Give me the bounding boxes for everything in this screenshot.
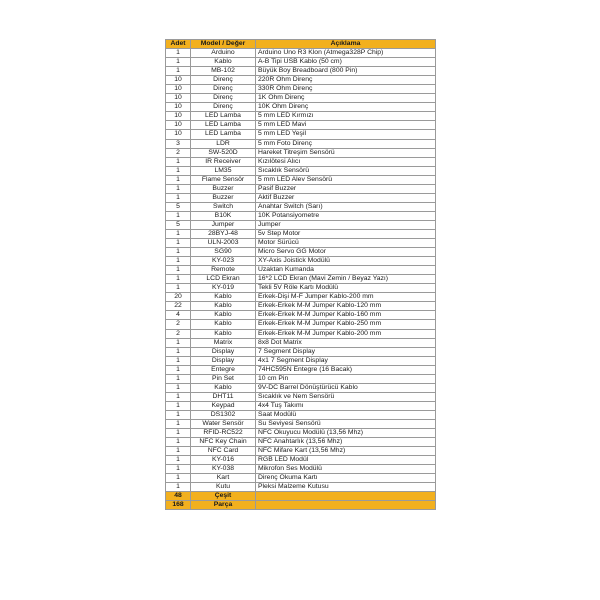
row-quantity: 1 (166, 456, 191, 465)
row-model: Kablo (191, 293, 256, 302)
table-row (166, 211, 436, 220)
row-model: Matrix (191, 338, 256, 347)
table-row (166, 229, 436, 238)
row-quantity: 1 (166, 257, 191, 266)
row-quantity: 1 (166, 410, 191, 419)
row-model: Buzzer (191, 193, 256, 202)
table-row (166, 121, 436, 130)
row-description: Aktif Buzzer (256, 193, 436, 202)
row-model: Water Sensör (191, 419, 256, 428)
row-description: Direnç Okuma Kartı (256, 474, 436, 483)
row-description: 16*2 LCD Ekran (Mavi Zemin / Beyaz Yazı) (256, 275, 436, 284)
row-quantity: 2 (166, 148, 191, 157)
table-row (166, 329, 436, 338)
row-model: NFC Card (191, 447, 256, 456)
row-model: Display (191, 347, 256, 356)
row-model: KY-016 (191, 456, 256, 465)
row-description: 5 mm LED Mavi (256, 121, 436, 130)
table-row (166, 239, 436, 248)
table-row (166, 85, 436, 94)
row-description: Anahtar Switch (Sarı) (256, 202, 436, 211)
row-model: MB-102 (191, 67, 256, 76)
row-description: NFC Mifare Kart (13,56 Mhz) (256, 447, 436, 456)
row-description: NFC Anahtarlık (13,56 Mhz) (256, 438, 436, 447)
row-quantity: 1 (166, 239, 191, 248)
row-model: Kablo (191, 329, 256, 338)
total-label: Çeşit (191, 492, 256, 501)
row-quantity: 10 (166, 121, 191, 130)
row-model: IR Receiver (191, 157, 256, 166)
row-description: Erkek-Erkek M-M Jumper Kablo-200 mm (256, 329, 436, 338)
row-description: NFC Okuyucu Modülü (13,56 Mhz) (256, 429, 436, 438)
row-quantity: 1 (166, 383, 191, 392)
row-description: 9V-DC Barrel Dönüştürücü Kablo (256, 383, 436, 392)
row-quantity: 1 (166, 401, 191, 410)
table-row (166, 474, 436, 483)
row-quantity: 22 (166, 302, 191, 311)
table-row (166, 67, 436, 76)
row-model: LCD Ekran (191, 275, 256, 284)
table-row (166, 410, 436, 419)
table-row (166, 139, 436, 148)
row-model: LDR (191, 139, 256, 148)
row-description: Erkek-Dişi M-F Jumper Kablo-200 mm (256, 293, 436, 302)
row-quantity: 1 (166, 356, 191, 365)
row-description: 5 mm Foto Direnç (256, 139, 436, 148)
row-model: KY-038 (191, 465, 256, 474)
header-model-value: Model / Değer (191, 40, 256, 49)
row-quantity: 5 (166, 220, 191, 229)
row-model: SG90 (191, 248, 256, 257)
row-quantity: 1 (166, 211, 191, 220)
row-quantity: 1 (166, 347, 191, 356)
row-quantity: 1 (166, 483, 191, 492)
row-quantity: 1 (166, 447, 191, 456)
row-description: Kızılötesi Alıcı (256, 157, 436, 166)
table-row (166, 465, 436, 474)
row-model: DHT11 (191, 392, 256, 401)
row-quantity: 1 (166, 429, 191, 438)
total-row (166, 501, 436, 510)
row-model: RFID-RC522 (191, 429, 256, 438)
table-row (166, 347, 436, 356)
table-row (166, 257, 436, 266)
table-row (166, 365, 436, 374)
row-quantity: 1 (166, 266, 191, 275)
row-quantity: 10 (166, 112, 191, 121)
table-row (166, 202, 436, 211)
row-quantity: 1 (166, 175, 191, 184)
table-row (166, 356, 436, 365)
table-row (166, 374, 436, 383)
row-description: 5v Step Motor (256, 229, 436, 238)
row-model: Direnç (191, 76, 256, 85)
row-quantity: 1 (166, 474, 191, 483)
table-row (166, 338, 436, 347)
row-quantity: 10 (166, 76, 191, 85)
table-row (166, 184, 436, 193)
row-description: Pleksi Malzeme Kutusu (256, 483, 436, 492)
row-description: 10 cm Pin (256, 374, 436, 383)
row-quantity: 10 (166, 130, 191, 139)
row-model: Direnç (191, 94, 256, 103)
table-row (166, 483, 436, 492)
row-model: KY-023 (191, 257, 256, 266)
table-row (166, 148, 436, 157)
row-quantity: 1 (166, 193, 191, 202)
table-row (166, 302, 436, 311)
row-quantity: 1 (166, 184, 191, 193)
total-count: 168 (166, 501, 191, 510)
total-label: Parça (191, 501, 256, 510)
row-description: 5 mm LED Kırmızı (256, 112, 436, 121)
row-description: 74HC595N Entegre (16 Bacak) (256, 365, 436, 374)
row-model: LED Lamba (191, 121, 256, 130)
row-description: Jumper (256, 220, 436, 229)
table-row (166, 49, 436, 58)
row-description: 330R Ohm Direnç (256, 85, 436, 94)
row-quantity: 10 (166, 94, 191, 103)
row-model: LM35 (191, 166, 256, 175)
row-quantity: 10 (166, 103, 191, 112)
row-description: Erkek-Erkek M-M Jumper Kablo-160 mm (256, 311, 436, 320)
row-description: Mikrofon Ses Modülü (256, 465, 436, 474)
row-model: Kart (191, 474, 256, 483)
row-quantity: 10 (166, 85, 191, 94)
row-quantity: 1 (166, 248, 191, 257)
table-row (166, 456, 436, 465)
header-quantity: Adet (166, 40, 191, 49)
row-description: Büyük Boy Breadboard (800 Pin) (256, 67, 436, 76)
row-description: 1K Ohm Direnç (256, 94, 436, 103)
row-description: 4x4 Tuş Takımı (256, 401, 436, 410)
table-row (166, 112, 436, 121)
row-description: Su Seviyesi Sensörü (256, 419, 436, 428)
row-description: Erkek-Erkek M-M Jumper Kablo-250 mm (256, 320, 436, 329)
row-quantity: 1 (166, 392, 191, 401)
table-body (166, 49, 436, 510)
row-quantity: 1 (166, 284, 191, 293)
row-quantity: 4 (166, 311, 191, 320)
table-row (166, 130, 436, 139)
row-quantity: 20 (166, 293, 191, 302)
total-count: 48 (166, 492, 191, 501)
table-row (166, 193, 436, 202)
row-description: Sıcaklık ve Nem Sensörü (256, 392, 436, 401)
row-description: RGB LED Modül (256, 456, 436, 465)
row-quantity: 1 (166, 338, 191, 347)
table-row (166, 419, 436, 428)
row-model: KY-019 (191, 284, 256, 293)
row-quantity: 1 (166, 67, 191, 76)
table-row (166, 248, 436, 257)
table-row (166, 58, 436, 67)
row-description: Arduino Uno R3 Klon (Atmega328P Chip) (256, 49, 436, 58)
row-model: Direnç (191, 85, 256, 94)
row-quantity: 5 (166, 202, 191, 211)
table-header-row (166, 40, 436, 49)
row-model: Switch (191, 202, 256, 211)
row-quantity: 2 (166, 320, 191, 329)
row-description: Tekli 5V Röle Kartı Modülü (256, 284, 436, 293)
row-description: Saat Modülü (256, 410, 436, 419)
row-model: Buzzer (191, 184, 256, 193)
row-model: DS1302 (191, 410, 256, 419)
table-row (166, 275, 436, 284)
row-quantity: 1 (166, 166, 191, 175)
table-row (166, 76, 436, 85)
row-model: Keypad (191, 401, 256, 410)
table-row (166, 392, 436, 401)
total-row (166, 492, 436, 501)
row-description: Pasif Buzzer (256, 184, 436, 193)
row-description: 220R Ohm Direnç (256, 76, 436, 85)
row-model: Arduino (191, 49, 256, 58)
total-empty-cell (256, 501, 436, 510)
row-model: Entegre (191, 365, 256, 374)
row-description: 8x8 Dot Matrix (256, 338, 436, 347)
row-model: Pin Set (191, 374, 256, 383)
table-row (166, 293, 436, 302)
row-description: 10K Ohm Direnç (256, 103, 436, 112)
table-row (166, 401, 436, 410)
row-model: NFC Key Chain (191, 438, 256, 447)
row-quantity: 1 (166, 374, 191, 383)
row-description: Hareket Titreşim Sensörü (256, 148, 436, 157)
row-quantity: 1 (166, 49, 191, 58)
row-quantity: 1 (166, 58, 191, 67)
row-quantity: 2 (166, 329, 191, 338)
row-model: Direnç (191, 103, 256, 112)
row-quantity: 1 (166, 438, 191, 447)
table-row (166, 429, 436, 438)
row-description: Sıcaklık Sensörü (256, 166, 436, 175)
row-quantity: 1 (166, 465, 191, 474)
row-description: 4x1 7 Segment Display (256, 356, 436, 365)
table-row (166, 103, 436, 112)
table-row (166, 94, 436, 103)
row-model: Kutu (191, 483, 256, 492)
table-row (166, 438, 436, 447)
row-model: LED Lamba (191, 112, 256, 121)
row-description: Erkek-Erkek M-M Jumper Kablo-120 mm (256, 302, 436, 311)
row-model: Kablo (191, 320, 256, 329)
row-description: 10K Potansiyometre (256, 211, 436, 220)
row-model: Flame Sensör (191, 175, 256, 184)
table-row (166, 320, 436, 329)
row-model: Kablo (191, 58, 256, 67)
row-description: Uzaktan Kumanda (256, 266, 436, 275)
row-description: Micro Servo GG Motor (256, 248, 436, 257)
row-model: Kablo (191, 302, 256, 311)
table-row (166, 166, 436, 175)
row-quantity: 3 (166, 139, 191, 148)
table-row (166, 175, 436, 184)
row-model: LED Lamba (191, 130, 256, 139)
row-description: XY-Axis Joistick Modülü (256, 257, 436, 266)
row-model: Jumper (191, 220, 256, 229)
row-quantity: 1 (166, 229, 191, 238)
table-row (166, 157, 436, 166)
row-model: B10K (191, 211, 256, 220)
row-model: Display (191, 356, 256, 365)
total-empty-cell (256, 492, 436, 501)
parts-list-table (165, 39, 436, 510)
table-row (166, 311, 436, 320)
row-quantity: 1 (166, 275, 191, 284)
row-description: A-B Tipi USB Kablo (50 cm) (256, 58, 436, 67)
header-description: Açıklama (256, 40, 436, 49)
row-quantity: 1 (166, 157, 191, 166)
row-model: Kablo (191, 383, 256, 392)
row-quantity: 1 (166, 365, 191, 374)
table-row (166, 220, 436, 229)
row-model: Remote (191, 266, 256, 275)
row-description: Motor Sürücü (256, 239, 436, 248)
row-model: 28BYJ-48 (191, 229, 256, 238)
row-description: 7 Segment Display (256, 347, 436, 356)
table-row (166, 447, 436, 456)
row-quantity: 1 (166, 419, 191, 428)
row-model: Kablo (191, 311, 256, 320)
row-model: SW-520D (191, 148, 256, 157)
table-row (166, 383, 436, 392)
table-row (166, 266, 436, 275)
row-model: ULN-2003 (191, 239, 256, 248)
row-description: 5 mm LED Yeşil (256, 130, 436, 139)
row-description: 5 mm LED Alev Sensörü (256, 175, 436, 184)
table-row (166, 284, 436, 293)
